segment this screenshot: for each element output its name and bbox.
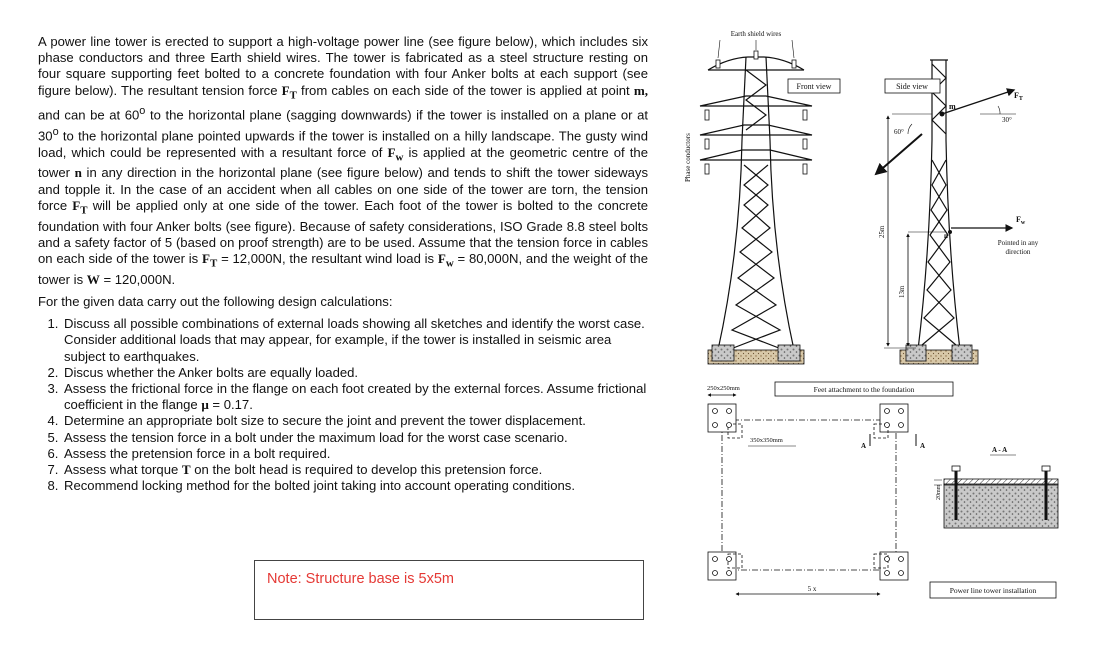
foundation-plan — [708, 404, 908, 580]
section-mark-left: A — [861, 442, 867, 450]
task-item: 1. Discuss all possible combinations of external loads showing all sketches and identify the worst case. Consider additional loads that may appear, for example, if the tower is installed in seismic area subject to earthquakes. — [62, 316, 648, 365]
task-item: 2. Discus whether the Anker bolts are equally loaded. — [62, 365, 648, 381]
task-item: 7. Assess what torque T on the bolt head is required to develop this pretension force. — [62, 462, 648, 478]
task-item: 6. Assess the pretension force in a bolt required. — [62, 446, 648, 462]
section-markers — [870, 434, 916, 446]
height-dimensions — [884, 114, 946, 348]
task-item: 5. Assess the tension force in a bolt under the maximum load for the worst case scenario. — [62, 430, 648, 446]
plate-size-label: 250x250mm — [707, 385, 740, 392]
depth-label: 20mm — [936, 484, 942, 500]
fw-label: $F_w$ — [1016, 215, 1026, 226]
section-aa-drawing — [944, 466, 1058, 528]
pointed-any-label-2: direction — [1005, 248, 1031, 256]
task-list — [38, 316, 648, 494]
task-item: 4. Determine an appropriate bolt size to secure the joint and prevent the tower displacement. — [62, 413, 648, 429]
inner-size-label: 350x350mm — [750, 437, 783, 444]
height-13-label: 13m — [898, 285, 906, 298]
section-mark-right: A — [920, 442, 926, 450]
angle-30-label: 30° — [1002, 116, 1012, 124]
note-box — [254, 560, 644, 620]
front-view-tower — [700, 57, 812, 364]
note-text: Note: Structure base is 5x5m — [267, 571, 454, 587]
installation-label: Power line tower installation — [949, 586, 1037, 595]
anchor-bolt-holes — [713, 409, 904, 576]
pointed-any-label-1: Pointed in any — [997, 239, 1039, 247]
side-view-label: Side view — [896, 82, 928, 91]
problem-text — [38, 34, 648, 494]
point-m-label: m — [949, 102, 956, 111]
task-item: 8. Recommend locking method for the bolted joint taking into account operating conditions. — [62, 478, 648, 494]
task-item: 3. Assess the frictional force in the flange on each foot created by the external forces. Assume frictional coefficient in the flange μ = 0.17. — [62, 381, 648, 413]
tasks-intro: For the given data carry out the following design calculations: — [38, 294, 393, 309]
ft-arrow-60 — [876, 134, 922, 174]
phase-conductors-label: Phase conductors — [684, 133, 692, 182]
angle-60-label: 60° — [894, 128, 904, 136]
height-25-label: 25m — [878, 225, 886, 238]
point-n-marker — [948, 230, 952, 234]
base-dimension-label: 5 x — [807, 585, 817, 593]
point-n-label: n — [944, 232, 948, 240]
tower-figure — [660, 0, 1116, 652]
ft-label: $F_T$ — [1014, 91, 1023, 102]
front-view-label: Front view — [796, 82, 832, 91]
section-aa-label: A - A — [992, 446, 1008, 454]
earth-shield-label: Earth shield wires — [730, 30, 782, 38]
feet-attachment-label: Feet attachment to the foundation — [813, 385, 915, 394]
problem-paragraph: A power line tower is erected to support a high-voltage power line (see figure below), which includes six phase conductors and three Earth shield wires. The tower is fabricated as a steel structure resting on four square supporting feet bolted to a concrete foundation with four Anker bolts at each support (see figure below). The resultant tension force $F_T$ from cables on each side of the tower is applied at point m, and can be at 60$^o$ to the horizontal plane (sagging downwards) if the tower is installed on a plane or at 30$^o$ to the horizontal plane pointed upwards if the tower is installed on a hilly landscape. The gusty wind load, which could be represented with a resultant force of $F_w$ is applied at the geometric centre of the tower n in any direction in the horizontal plane (see figure below) and tends to shift the tower sideways and topple it. In the case of an accident when all cables on one side of the tower are torn, the tension force $F_T$ will be applied only at one side of the tower. Each foot of the tower is bolted to the concrete foundation with four Anker bolts (see figure). Because of safety considerations, ISO Grade 8.8 steel bolts and a safety factor of 5 (based on proof strength) are to be used. Assume that the tension force in cables on each side of the tower is $F_T = 12,000N$, the resultant wind load is $F_w = 80,000N$, and the weight of the tower is W = 120,000N. — [38, 34, 649, 287]
